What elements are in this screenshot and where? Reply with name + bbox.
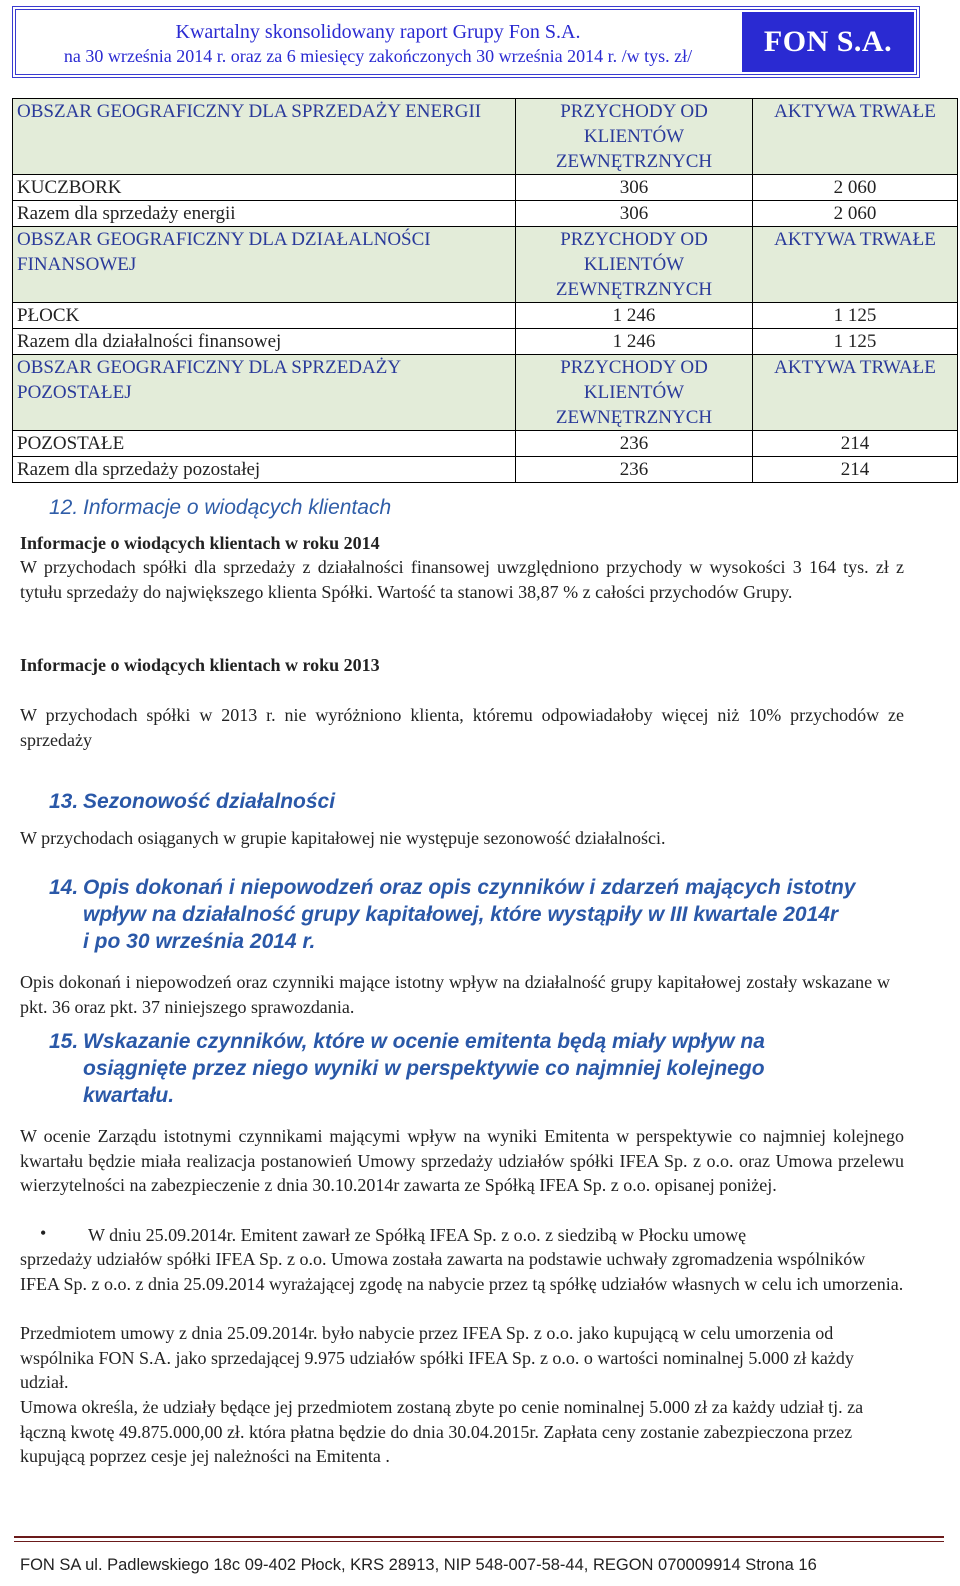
footer-divider bbox=[14, 1541, 944, 1542]
paragraph-agreement-terms: Umowa określa, że udziały będące jej przedmiotem zostaną zbyte po cenie nominalnej 5.000 zł za każdy udział tj. za łączną kwotę 49.875.000,00 zł. która płatna będzie do dnia 30.04.2015r. Zapłata ceny zostanie zabezpieczona przez kupującą poprzez cesje jej należności na Emitenta . bbox=[20, 1397, 864, 1466]
table-cell: 1 125 bbox=[753, 329, 958, 355]
paragraph-achievements: Opis dokonań i niepowodzeń oraz czynniki mające istotny wpływ na działalność grupy kapitałowej zostały wskazane w pkt. 36 oraz pkt. 37 niniejszego sprawozdania. bbox=[20, 972, 890, 1017]
table-row bbox=[13, 329, 958, 355]
paragraph-2013: W przychodach spółki w 2013 r. nie wyróżniono klienta, któremu odpowiadałoby więcej niż 10% przychodów ze sprzedaży bbox=[20, 705, 904, 750]
table-cell: Razem dla działalności finansowej bbox=[13, 329, 516, 355]
section-title-line: osiągnięte przez niego wyniki w perspektywie co najmniej kolejnego bbox=[83, 1057, 765, 1080]
table-header-cell: OBSZAR GEOGRAFICZNY DLA SPRZEDAŻY ENERGII bbox=[13, 99, 516, 175]
table-row bbox=[13, 303, 958, 329]
header-text-block bbox=[16, 10, 740, 74]
table-cell: 214 bbox=[753, 457, 958, 483]
section-12-heading bbox=[49, 494, 391, 521]
table-header-cell: PRZYCHODY OD KLIENTÓW ZEWNĘTRZNYCH bbox=[516, 355, 753, 431]
bullet-first-line: W dniu 25.09.2014r. Emitent zawarł ze Spółką IFEA Sp. z o.o. z siedzibą w Płocku umowę bbox=[88, 1225, 747, 1245]
table-header-row bbox=[13, 99, 958, 175]
subheading-2013: Informacje o wiodących klientach w roku 2013 bbox=[20, 655, 380, 675]
table-cell: 1 246 bbox=[516, 303, 753, 329]
section-title: Sezonowość działalności bbox=[83, 790, 336, 813]
table-row bbox=[13, 175, 958, 201]
table-cell: PŁOCK bbox=[13, 303, 516, 329]
section-13-heading bbox=[49, 788, 335, 815]
section-title-line: kwartału. bbox=[83, 1084, 175, 1107]
section-15-heading bbox=[49, 1028, 919, 1109]
table-cell: 2 060 bbox=[753, 201, 958, 227]
table-header-row bbox=[13, 227, 958, 303]
section-number: 15. bbox=[49, 1030, 79, 1053]
table-cell: 1 246 bbox=[516, 329, 753, 355]
table-cell: 236 bbox=[516, 457, 753, 483]
table-header-cell: AKTYWA TRWAŁE bbox=[753, 355, 958, 431]
footer-divider bbox=[14, 1536, 944, 1538]
section-title-line: i po 30 września 2014 r. bbox=[83, 930, 316, 953]
section-title-line: Wskazanie czynników, które w ocenie emitenta będą miały wpływ na bbox=[83, 1030, 765, 1053]
brand-logo: FON S.A. bbox=[742, 12, 914, 72]
section-number: 13. bbox=[49, 790, 79, 813]
table-header-cell: OBSZAR GEOGRAFICZNY DLA SPRZEDAŻY POZOSTAŁEJ bbox=[13, 355, 516, 431]
page-header bbox=[12, 6, 920, 78]
table-cell: 236 bbox=[516, 431, 753, 457]
report-subtitle: na 30 września 2014 r. oraz za 6 miesięcy zakończonych 30 września 2014 r. /w tys. zł/ bbox=[63, 46, 693, 66]
report-title: Kwartalny skonsolidowany raport Grupy Fon S.A. bbox=[175, 21, 581, 43]
section-14-heading bbox=[49, 874, 919, 955]
paragraph-agreement-subject: Przedmiotem umowy z dnia 25.09.2014r. było nabycie przez IFEA Sp. z o.o. jako kupującą w celu umorzenia od wspólnika FON S.A. jako sprzedającej 9.975 udziałów spółki IFEA Sp. z o.o. o wartości nominalnej 5.000 zł każdy udział. bbox=[20, 1323, 854, 1392]
table-cell: 306 bbox=[516, 175, 753, 201]
table-row bbox=[13, 201, 958, 227]
section-title-line: Opis dokonań i niepowodzeń oraz opis czynników i zdarzeń mających istotny bbox=[83, 876, 856, 899]
table-cell: POZOSTAŁE bbox=[13, 431, 516, 457]
table-header-row bbox=[13, 355, 958, 431]
section-number: 12. bbox=[49, 496, 79, 519]
bullet-icon: • bbox=[40, 1223, 47, 1243]
table-row bbox=[13, 431, 958, 457]
table-header-cell: PRZYCHODY OD KLIENTÓW ZEWNĘTRZNYCH bbox=[516, 227, 753, 303]
section-title-line: wpływ na działalność grupy kapitałowej, które wystąpiły w III kwartale 2014r bbox=[83, 903, 839, 926]
table-header-cell: PRZYCHODY OD KLIENTÓW ZEWNĘTRZNYCH bbox=[516, 99, 753, 175]
table-cell: 306 bbox=[516, 201, 753, 227]
bullet-continuation: sprzedaży udziałów spółki IFEA Sp. z o.o. Umowa została zawarta na podstawie uchwały zgromadzenia wspólników IFEA Sp. z o.o. z dnia 25.09.2014 wyrażającej zgodę na nabycie przez tą spółkę udziałów własnych w celu ich umorzenia. bbox=[20, 1249, 904, 1294]
table-cell: Razem dla sprzedaży energii bbox=[13, 201, 516, 227]
table-cell: 2 060 bbox=[753, 175, 958, 201]
table-cell: KUCZBORK bbox=[13, 175, 516, 201]
table-header-cell: AKTYWA TRWAŁE bbox=[753, 227, 958, 303]
paragraph-factors: W ocenie Zarządu istotnymi czynnikami mającymi wpływ na wyniki Emitenta w perspektywie co najmniej kolejnego kwartału będzie miała realizacja postanowień Umowy sprzedaży udziałów spółki IFEA Sp. z o.o. oraz Umowa przelewu wierzytelności na zabezpieczenie z dnia 30.10.2014r zawarta ze Spółką IFEA Sp. z o.o. opisanej poniżej. bbox=[20, 1126, 904, 1195]
page-footer: FON SA ul. Padlewskiego 18c 09-402 Płock, KRS 28913, NIP 548-007-58-44, REGON 070009914 Strona 16 bbox=[20, 1556, 817, 1574]
section-title: Informacje o wiodących klientach bbox=[83, 496, 392, 519]
table-cell: Razem dla sprzedaży pozostałej bbox=[13, 457, 516, 483]
paragraph-2014: W przychodach spółki dla sprzedaży z działalności finansowej uwzględniono przychody w wysokości 3 164 tys. zł z tytułu sprzedaży do największego klienta Spółki. Wartość ta stanowi 38,87 % z całości przychodów Grupy. bbox=[20, 557, 904, 602]
subheading-2014: Informacje o wiodących klientach w roku 2014 bbox=[20, 533, 380, 553]
table-cell: 1 125 bbox=[753, 303, 958, 329]
geographic-segments-table bbox=[12, 98, 958, 483]
table-header-cell: OBSZAR GEOGRAFICZNY DLA DZIAŁALNOŚCI FINANSOWEJ bbox=[13, 227, 516, 303]
paragraph-seasonality: W przychodach osiąganych w grupie kapitałowej nie występuje sezonowość działalności. bbox=[20, 828, 666, 848]
table-header-cell: AKTYWA TRWAŁE bbox=[753, 99, 958, 175]
table-row bbox=[13, 457, 958, 483]
section-number: 14. bbox=[49, 876, 79, 899]
table-cell: 214 bbox=[753, 431, 958, 457]
